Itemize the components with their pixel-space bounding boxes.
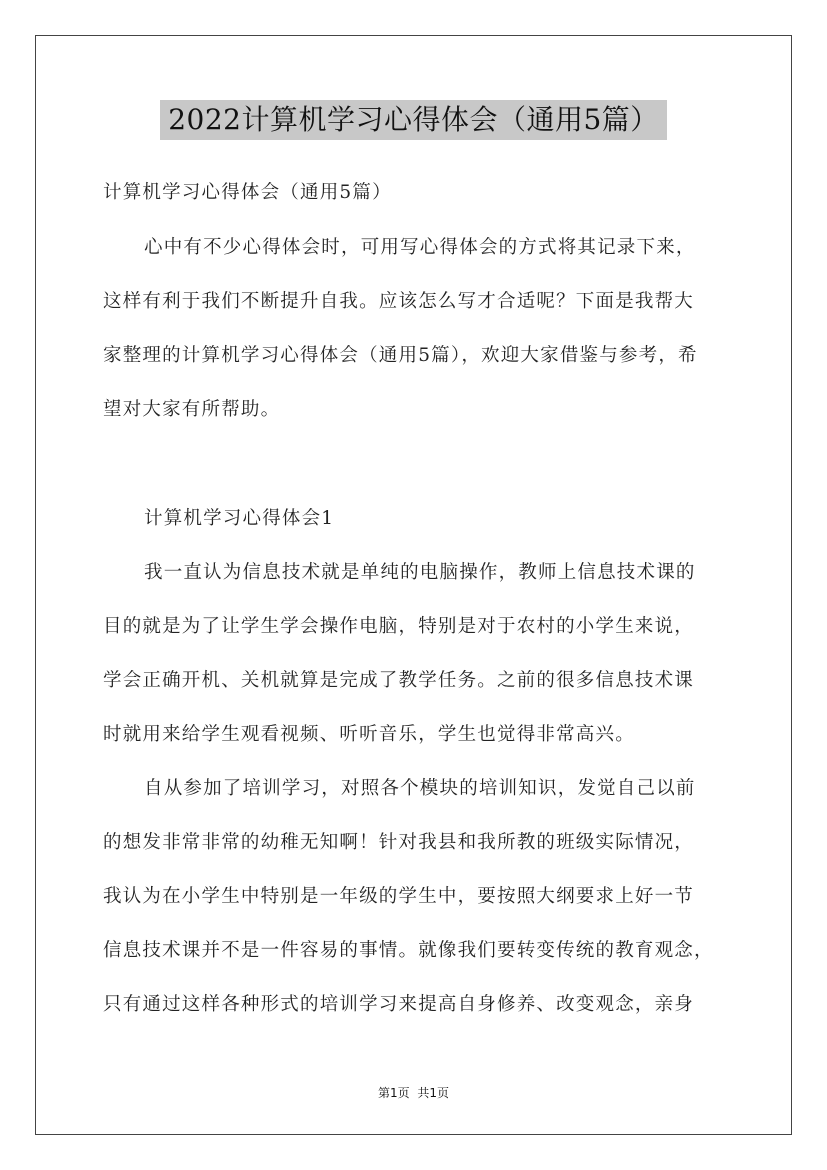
intro-line-3: 家整理的计算机学习心得体会（通用5篇），欢迎大家借鉴与参考，希 <box>103 345 698 366</box>
paragraph2-line-4: 信息技术课并不是一件容易的事情。就像我们要转变传统的教育观念， <box>103 940 714 961</box>
paragraph1-line-3: 学会正确开机、关机就算是完成了教学任务。之前的很多信息技术课 <box>103 670 695 691</box>
document-subtitle: 计算机学习心得体会（通用5篇） <box>103 182 392 203</box>
document-title: 2022计算机学习心得体会（通用5篇） <box>160 100 667 140</box>
page-footer <box>0 1084 827 1101</box>
intro-line-1: 心中有不少心得体会时，可用写心得体会的方式将其记录下来， <box>144 237 696 258</box>
page-total: 共1页 <box>417 1086 450 1100</box>
paragraph1-line-2: 目的就是为了让学生学会操作电脑，特别是对于农村的小学生来说， <box>103 616 695 637</box>
paragraph1-line-1: 我一直认为信息技术就是单纯的电脑操作，教师上信息技术课的 <box>144 562 696 583</box>
paragraph2-line-2: 的想发非常非常的幼稚无知啊！针对我县和我所教的班级实际情况， <box>103 832 695 853</box>
paragraph2-line-5: 只有通过这样各种形式的培训学习来提高自身修养、改变观念，亲身 <box>103 994 695 1015</box>
intro-line-2: 这样有利于我们不断提升自我。应该怎么写才合适呢？下面是我帮大 <box>103 291 695 312</box>
title-container <box>0 100 827 140</box>
section-heading: 计算机学习心得体会1 <box>144 508 335 529</box>
paragraph2-line-1: 自从参加了培训学习，对照各个模块的培训知识，发觉自己以前 <box>144 778 696 799</box>
page-number: 第1页 <box>377 1086 410 1100</box>
intro-line-4: 望对大家有所帮助。 <box>103 399 281 420</box>
paragraph2-line-3: 我认为在小学生中特别是一年级的学生中，要按照大纲要求上好一节 <box>103 886 695 907</box>
paragraph1-line-4: 时就用来给学生观看视频、听听音乐，学生也觉得非常高兴。 <box>103 724 635 745</box>
